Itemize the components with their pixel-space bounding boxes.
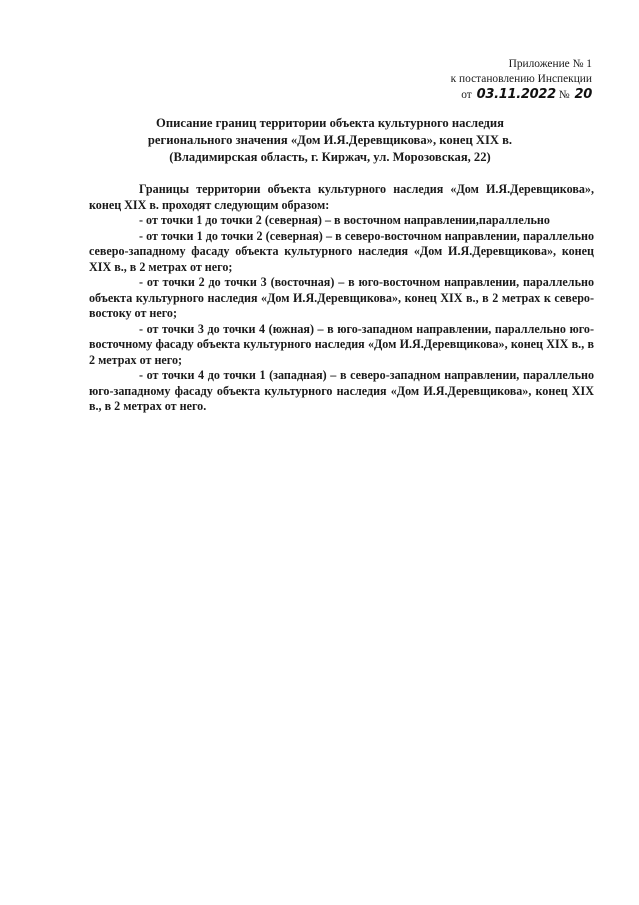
title-address: (Владимирская область, г. Киржач, ул. Морозовская, 22) — [169, 150, 491, 164]
title-line-2: регионального значения «Дом И.Я.Деревщикова», конец XIX в. — [147, 133, 513, 147]
appendix-title: Приложение № 1 — [508, 58, 592, 70]
boundary-item-5: - от точки 4 до точки 1 (западная) – в северо-западном направлении, параллельно юго-западному фасаду объекта культурного наследия «Дом И.Я.Деревщикова», конец XIX в., в 2 метрах от него. — [89, 368, 594, 413]
appendix-reference: к постановлению Инспекции — [450, 73, 592, 85]
date-prefix: от — [461, 89, 472, 101]
document-body — [89, 182, 594, 415]
document-title — [60, 115, 600, 166]
boundary-item-3: - от точки 2 до точки 3 (восточная) – в юго-восточном направлении, параллельно объекта культурного наследия «Дом И.Я.Деревщикова», конец XIX в., в 2 метрах к северо-востоку от него; — [89, 275, 594, 320]
body-intro: Границы территории объекта культурного наследия «Дом И.Я.Деревщикова», конец XIX в. проходят следующим образом: — [89, 182, 594, 212]
handwritten-date: 03.11.2022 — [476, 87, 556, 102]
title-line-1: Описание границ территории объекта культурного наследия — [156, 116, 504, 130]
boundary-item-4: - от точки 3 до точки 4 (южная) – в юго-западном направлении, параллельно юго-восточному фасаду объекта культурного наследия «Дом И.Я.Деревщикова», конец XIX в., в 2 метрах от него; — [89, 321, 594, 367]
appendix-header — [451, 57, 592, 103]
boundary-item-1: - от точки 1 до точки 2 (северная) – в восточном направлении,параллельно — [139, 213, 550, 227]
number-sign: № — [558, 89, 570, 101]
boundary-item-2: - от точки 1 до точки 2 (северная) – в северо-восточном направлении, параллельно северо-западному фасаду объекта культурного наследия «Дом И.Я.Деревщикова», конец XIX в., в 2 метрах от него; — [89, 228, 594, 274]
handwritten-number: 20 — [574, 87, 592, 102]
appendix-date-number — [451, 87, 592, 103]
